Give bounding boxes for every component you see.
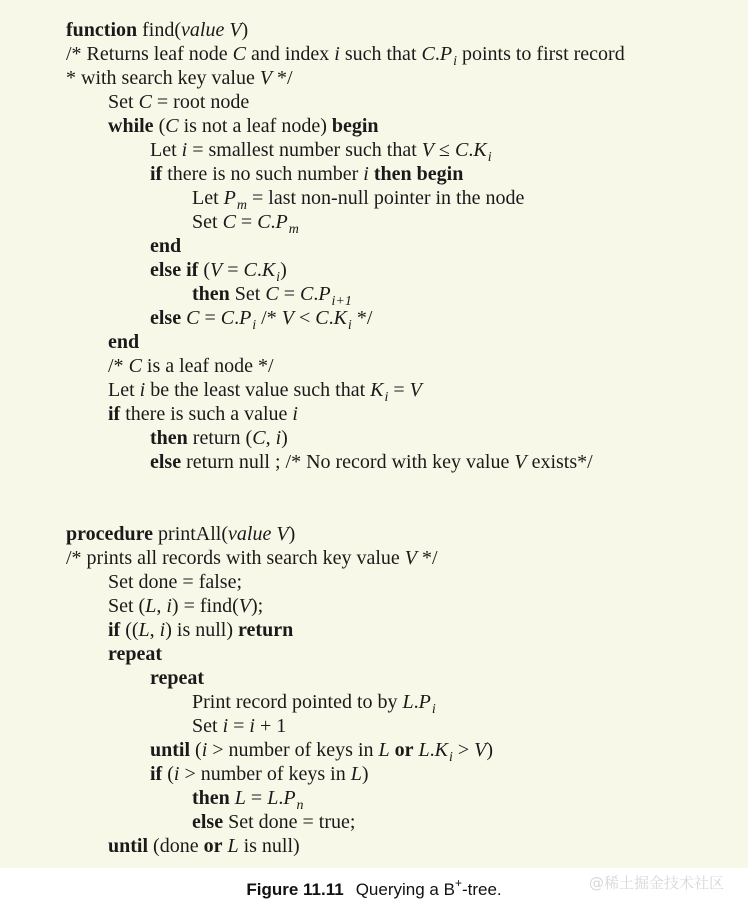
code-variable: C	[232, 43, 246, 65]
code-keyword: repeat	[108, 643, 163, 665]
watermark: @稀土掘金技术社区	[588, 874, 724, 892]
code-variable: C	[186, 307, 200, 329]
code-line	[0, 90, 748, 114]
code-text: */	[351, 307, 373, 329]
code-keyword: begin	[331, 115, 379, 137]
code-variable: C	[222, 211, 236, 233]
code-line	[0, 42, 748, 69]
code-line	[0, 450, 748, 474]
code-line	[0, 354, 748, 378]
code-text: (	[190, 739, 202, 761]
code-variable: K	[333, 307, 347, 329]
code-text: ,	[149, 619, 160, 641]
code-text: + 1	[254, 715, 287, 737]
code-variable: i	[249, 715, 255, 737]
code-variable: V	[229, 19, 242, 41]
code-text: * with search key value	[66, 67, 260, 89]
code-variable: C	[455, 139, 469, 161]
code-line	[0, 618, 748, 642]
code-subscript: i	[431, 702, 436, 717]
code-text: Set	[192, 715, 223, 737]
code-variable: P	[275, 211, 288, 233]
code-line	[0, 522, 748, 546]
code-text: Let	[192, 187, 224, 209]
code-subscript: m	[288, 222, 299, 237]
code-line	[0, 66, 748, 90]
code-line	[0, 306, 748, 333]
code-keyword: repeat	[150, 667, 205, 689]
code-line	[0, 690, 748, 717]
code-text: =	[388, 379, 410, 401]
code-text: Set	[108, 91, 139, 113]
code-line	[0, 762, 748, 786]
code-keyword: else if	[150, 259, 199, 281]
code-subscript: i+1	[331, 294, 352, 309]
code-variable: i	[139, 379, 146, 401]
code-text: = smallest number such that	[187, 139, 422, 161]
code-keyword: else	[150, 307, 182, 329]
code-text: printAll(	[153, 523, 229, 545]
code-text: = root node	[151, 91, 250, 113]
code-keyword: if	[108, 403, 121, 425]
code-variable: i	[201, 739, 208, 761]
code-subscript: m	[236, 198, 247, 213]
code-text: > number of keys in	[207, 739, 379, 761]
code-text: is a leaf node */	[141, 355, 274, 377]
code-variable: C	[165, 115, 179, 137]
code-text: such that	[339, 43, 422, 65]
code-variable: V	[404, 547, 417, 569]
code-text: .	[468, 139, 474, 161]
code-line	[0, 786, 748, 813]
code-keyword: until	[150, 739, 191, 761]
code-keyword: if	[108, 619, 121, 641]
code-text: Set (	[108, 595, 146, 617]
code-variable: V	[409, 379, 422, 401]
code-line	[0, 186, 748, 213]
code-text: ) is null)	[165, 619, 239, 641]
code-keyword: end	[108, 331, 140, 353]
code-text: );	[250, 595, 264, 617]
code-text: .	[429, 739, 435, 761]
code-text: ,	[265, 427, 276, 449]
code-text: is null)	[238, 835, 300, 857]
code-variable: K	[434, 739, 448, 761]
code-variable: P	[223, 187, 236, 209]
code-variable: P	[283, 787, 296, 809]
code-line	[0, 402, 748, 426]
code-variable: C	[299, 283, 314, 305]
code-variable: i	[181, 139, 188, 161]
code-line	[0, 18, 748, 42]
code-text: Set	[229, 283, 266, 305]
code-variable: L	[267, 787, 279, 809]
code-variable: C	[138, 91, 152, 113]
code-variable: value	[181, 19, 225, 41]
code-text: find(	[137, 19, 182, 41]
code-variable: i	[159, 619, 166, 641]
code-text: =	[199, 307, 221, 329]
code-variable: V	[421, 139, 435, 161]
code-text: )	[486, 739, 494, 761]
code-line	[0, 282, 748, 309]
code-line	[0, 378, 748, 405]
code-subscript: i	[453, 54, 457, 69]
code-subscript: n	[296, 798, 304, 813]
code-line	[0, 546, 748, 570]
code-variable: K	[370, 379, 384, 401]
code-keyword: then	[192, 283, 230, 305]
code-variable: L	[418, 739, 430, 761]
code-variable: V	[238, 595, 251, 617]
caption-text-end: -tree.	[461, 880, 502, 899]
code-text: <	[293, 307, 316, 329]
code-keyword: or	[203, 835, 223, 857]
code-keyword: until	[108, 835, 149, 857]
code-keyword: if	[150, 763, 163, 785]
code-text: )	[241, 19, 249, 41]
code-variable: P	[418, 691, 431, 713]
code-text: Set done = true;	[223, 811, 356, 833]
code-variable: C	[315, 307, 329, 329]
code-keyword: else	[150, 451, 182, 473]
code-text: =	[222, 259, 244, 281]
code-variable: L	[350, 763, 362, 785]
code-text: .	[278, 787, 284, 809]
code-text: */	[417, 547, 438, 569]
code-text: is not a leaf node)	[178, 115, 332, 137]
code-text: Let	[108, 379, 140, 401]
code-keyword: function	[66, 19, 138, 41]
caption-text: Querying a B	[355, 880, 455, 899]
code-text: .	[234, 307, 240, 329]
code-text: .	[413, 691, 419, 713]
code-line	[0, 642, 748, 666]
code-text: ((	[120, 619, 139, 641]
code-text: and index	[245, 43, 335, 65]
code-text: (done	[148, 835, 204, 857]
code-variable: L	[234, 787, 246, 809]
code-line	[0, 666, 748, 690]
code-line	[0, 234, 748, 258]
code-variable: V	[514, 451, 527, 473]
code-text: /* Returns leaf node	[66, 43, 233, 65]
code-text: .	[434, 43, 440, 65]
code-variable: V	[474, 739, 487, 761]
code-text: return (	[187, 427, 253, 449]
caption-superscript: +	[454, 876, 462, 890]
code-text: > number of keys in	[179, 763, 351, 785]
code-variable: C	[128, 355, 142, 377]
code-text: ) = find(	[171, 595, 239, 617]
code-subscript: i	[487, 150, 492, 165]
code-text: )	[280, 259, 287, 281]
code-variable: P	[439, 43, 453, 65]
code-text: .	[328, 307, 334, 329]
code-variable: C	[252, 427, 266, 449]
code-variable: P	[239, 307, 252, 329]
code-text: .	[270, 211, 276, 233]
caption-label: Figure 11.11	[246, 880, 344, 899]
code-subscript: i	[276, 270, 281, 285]
code-keyword: if	[150, 163, 163, 185]
code-line	[0, 426, 748, 450]
code-variable: i	[275, 427, 282, 449]
code-variable: V	[209, 259, 223, 281]
code-variable: i	[334, 43, 340, 65]
code-text: (	[198, 259, 210, 281]
code-variable: V	[276, 523, 289, 545]
code-text: )	[288, 523, 296, 545]
code-line	[0, 114, 748, 138]
code-subscript: i	[347, 318, 352, 333]
code-text: (	[162, 763, 174, 785]
code-variable: L	[145, 595, 157, 617]
code-variable: V	[259, 67, 273, 89]
code-keyword: return	[238, 619, 294, 641]
code-text: return null ; /* No record with key value	[181, 451, 515, 473]
code-text: /*	[256, 307, 282, 329]
code-line	[0, 330, 748, 354]
code-text: there is no such number	[162, 163, 364, 185]
code-subscript: i	[384, 390, 389, 405]
code-text: be the least value such that	[145, 379, 371, 401]
code-text: )	[281, 427, 288, 449]
code-line	[0, 810, 748, 834]
code-text: >	[452, 739, 475, 761]
code-variable: i	[222, 715, 229, 737]
code-variable: L	[138, 619, 150, 641]
code-keyword: then	[150, 427, 188, 449]
code-variable: K	[473, 139, 487, 161]
code-line	[0, 594, 748, 618]
code-line	[0, 714, 748, 738]
code-keyword: while	[108, 115, 154, 137]
code-variable: value	[228, 523, 272, 545]
code-variable: C	[421, 43, 435, 65]
code-text: /* prints all records with search key value	[66, 547, 405, 569]
code-text: =	[278, 283, 300, 305]
code-variable: i	[363, 163, 369, 185]
code-text: =	[245, 787, 268, 809]
code-variable: C	[257, 211, 271, 233]
code-text: =	[228, 715, 250, 737]
code-text: ,	[156, 595, 167, 617]
code-text: =	[235, 211, 258, 233]
code-variable: i	[173, 763, 180, 785]
code-keyword: else	[192, 811, 224, 833]
code-keyword: or	[394, 739, 414, 761]
code-variable: P	[318, 283, 331, 305]
code-line	[0, 210, 748, 237]
section-gap	[0, 474, 748, 522]
code-line	[0, 162, 748, 186]
code-variable: C	[265, 283, 279, 305]
code-variable: L	[227, 835, 239, 857]
code-text: .	[256, 259, 262, 281]
code-text: /*	[108, 355, 129, 377]
code-line	[0, 570, 748, 594]
code-keyword: procedure	[66, 523, 154, 545]
pseudocode-block	[0, 18, 748, 858]
code-line	[0, 738, 748, 765]
code-line	[0, 258, 748, 285]
code-text: (	[153, 115, 166, 137]
code-keyword: end	[150, 235, 182, 257]
code-text: Set	[192, 211, 223, 233]
code-variable: L	[378, 739, 390, 761]
code-variable: C	[243, 259, 257, 281]
code-subscript: i	[252, 318, 257, 333]
code-line	[0, 138, 748, 165]
code-text: */	[272, 67, 293, 89]
code-subscript: i	[449, 750, 453, 765]
code-line	[0, 834, 748, 858]
code-variable: L	[402, 691, 414, 713]
code-text: Print record pointed to by	[192, 691, 403, 713]
code-variable: i	[166, 595, 172, 617]
code-text: Let	[150, 139, 182, 161]
code-text: .	[313, 283, 319, 305]
code-variable: K	[261, 259, 276, 281]
code-keyword: then	[192, 787, 230, 809]
code-text: = last non-null pointer in the node	[247, 187, 525, 209]
code-text: there is such a value	[120, 403, 293, 425]
code-text: ≤	[434, 139, 455, 161]
code-variable: C	[220, 307, 235, 329]
code-text: )	[361, 763, 369, 785]
code-variable: V	[281, 307, 294, 329]
code-text: Set done = false;	[108, 571, 243, 593]
code-variable: i	[292, 403, 298, 425]
code-keyword: then begin	[373, 163, 464, 185]
code-text: exists*/	[526, 451, 593, 473]
code-text: points to first record	[456, 43, 625, 65]
